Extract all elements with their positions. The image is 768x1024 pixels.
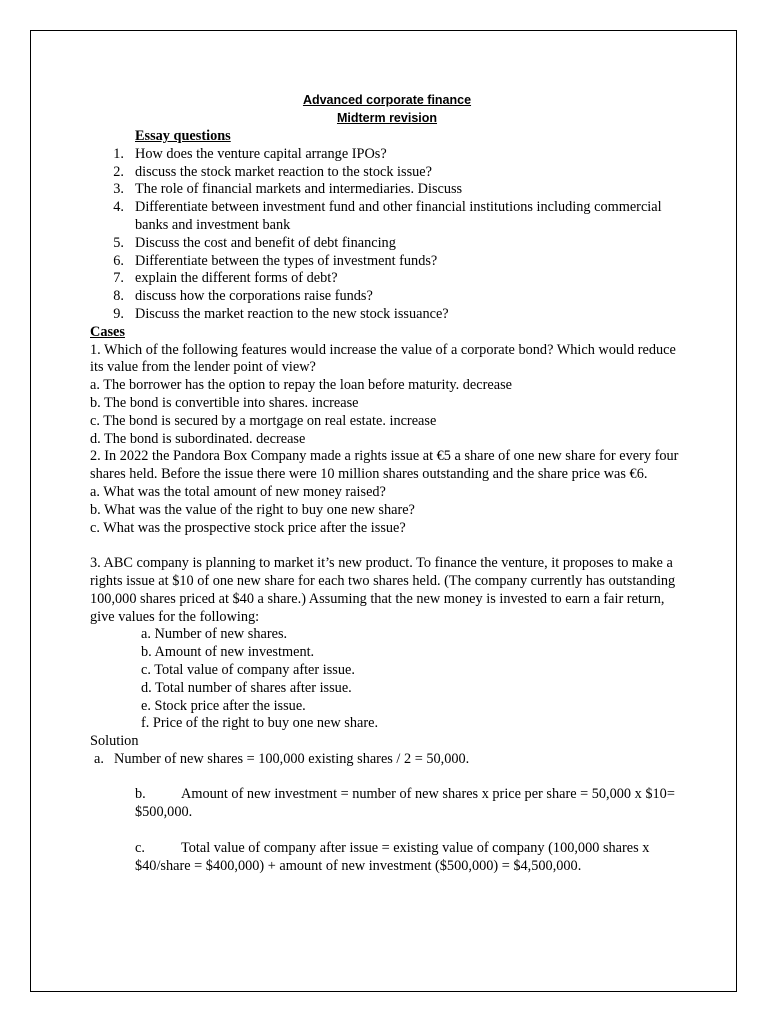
case1-option-c: c. The bond is secured by a mortgage on real estate. increase: [90, 412, 437, 429]
solution-b-label: b.: [135, 786, 146, 803]
item-number: 6.: [113, 252, 124, 269]
list-item: [90, 306, 690, 324]
item-number: 2.: [113, 163, 124, 180]
case3-part-a: a. Number of new shares.: [141, 626, 288, 643]
item-text: Discuss the market reaction to the new stock issuance?: [135, 305, 449, 322]
list-item: [90, 164, 690, 182]
item-text: Discuss the cost and benefit of debt financing: [135, 234, 396, 251]
item-number: 7.: [113, 270, 124, 287]
item-number: 4.: [113, 199, 124, 216]
case2-part-a: a. What was the total amount of new money raised?: [90, 483, 386, 500]
solution-a-label: a.: [94, 750, 104, 767]
document-page: [30, 30, 737, 992]
solution-b: [90, 786, 690, 822]
case3-part-c: c. Total value of company after issue.: [141, 661, 355, 678]
list-item: [90, 270, 690, 288]
case1-question: 1. Which of the following features would increase the value of a corporate bond? Which would reduce its value from the lender point of view?: [90, 341, 676, 376]
solution-c-label: c.: [135, 839, 145, 856]
solution-c: [90, 840, 690, 876]
solution-c-text: Total value of company after issue = existing value of company (100,000 shares x $40/share = $400,000) + amount of new investment ($500,000) = $4,500,000.: [135, 839, 650, 874]
solution-a-text: Number of new shares = 100,000 existing shares / 2 = 50,000.: [114, 750, 470, 767]
case3-part-d: d. Total number of shares after issue.: [141, 679, 352, 696]
list-item: [90, 288, 690, 306]
item-number: 3.: [113, 181, 124, 198]
item-number: 8.: [113, 288, 124, 305]
case2-part-c: c. What was the prospective stock price after the issue?: [90, 519, 406, 536]
document-subtitle: Midterm revision: [336, 110, 438, 125]
case3-part-f: f. Price of the right to buy one new share.: [141, 715, 379, 732]
case2-part-b: b. What was the value of the right to buy one new share?: [90, 501, 415, 518]
list-item: [90, 146, 690, 164]
case1-option-a: a. The borrower has the option to repay the loan before maturity. decrease: [90, 377, 512, 394]
list-item: [90, 181, 690, 199]
spacer: [90, 822, 690, 840]
solution-a: [94, 751, 690, 769]
spacer: [90, 769, 690, 787]
item-text: How does the venture capital arrange IPOs?: [135, 145, 387, 162]
item-number: 1.: [113, 145, 124, 162]
item-number: 5.: [113, 234, 124, 251]
document-title: Advanced corporate finance: [302, 93, 472, 107]
list-item: [90, 235, 690, 253]
spacer: [90, 537, 690, 555]
case3-part-b: b. Amount of new investment.: [141, 644, 315, 661]
item-text: The role of financial markets and intermediaries. Discuss: [135, 181, 463, 198]
solution-heading: Solution: [90, 733, 139, 750]
solution-b-text: Amount of new investment = number of new shares x price per share = 50,000 x $10= $500,000.: [135, 786, 675, 821]
item-text: discuss the stock market reaction to the stock issue?: [135, 163, 432, 180]
essay-questions-list: [90, 146, 690, 324]
item-number: 9.: [113, 305, 124, 322]
list-item: [90, 253, 690, 271]
item-text: Differentiate between investment fund and other financial institutions including commercial banks and investment bank: [135, 199, 662, 233]
case1-option-d: d. The bond is subordinated. decrease: [90, 430, 306, 447]
item-text: Differentiate between the types of investment funds?: [135, 252, 438, 269]
essay-questions-heading: Essay questions: [135, 128, 231, 144]
case2-question: 2. In 2022 the Pandora Box Company made a rights issue at €5 a share of one new share for every four shares held. Before the issue there were 10 million shares outstanding and the share price was €6.: [90, 448, 679, 483]
document-body: [90, 92, 690, 875]
item-text: discuss how the corporations raise funds?: [135, 288, 373, 305]
cases-heading: Cases: [90, 323, 125, 340]
case3-part-e: e. Stock price after the issue.: [141, 697, 306, 714]
case3-question: 3. ABC company is planning to market it’s new product. To finance the venture, it proposes to make a rights issue at $10 of one new share for each two shares held. (The company currently has outstanding 100,000 shares priced at $40 a share.) Assuming that the new money is invested to earn a fair return, give values for the following:: [90, 555, 676, 625]
item-text: explain the different forms of debt?: [135, 270, 338, 287]
list-item: [90, 199, 690, 235]
case1-option-b: b. The bond is convertible into shares. increase: [90, 394, 359, 411]
